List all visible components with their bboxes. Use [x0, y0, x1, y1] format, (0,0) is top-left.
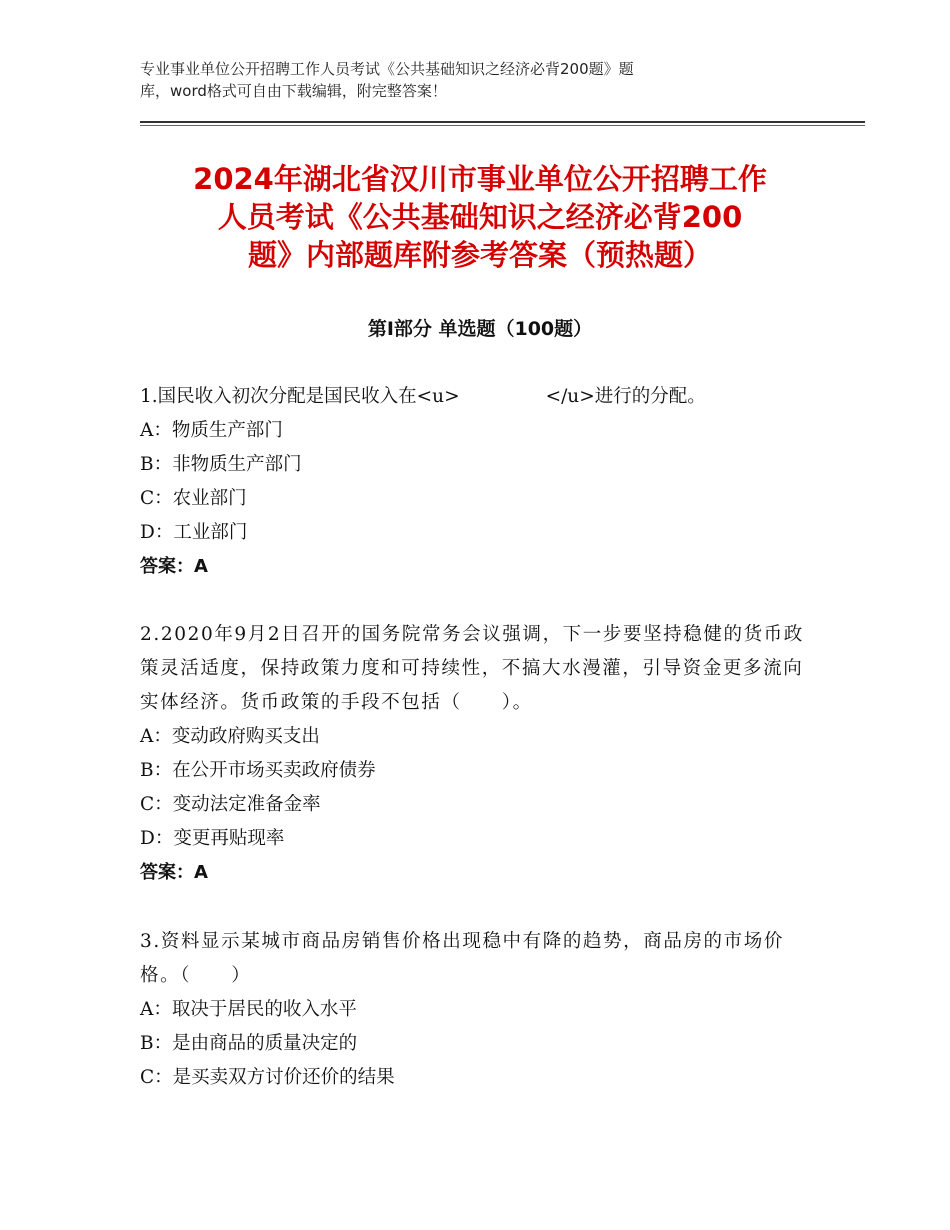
question-1 — [140, 380, 810, 584]
section-heading: 第Ⅰ部分 单选题（100题） — [367, 318, 593, 340]
question-stem — [140, 380, 810, 414]
option-a: A：取决于居民的收入水平 — [140, 999, 357, 1020]
option-b: B：在公开市场买卖政府债券 — [140, 760, 376, 781]
document-title — [140, 160, 820, 274]
question-stem-part: </u>进行的分配。 — [545, 386, 706, 407]
question-stem-part: 1.国民收入初次分配是国民收入在<u> — [140, 386, 460, 407]
title-line-3: 题》内部题库附参考答案（预热题） — [247, 238, 712, 272]
option-b: B：是由商品的质量决定的 — [140, 1033, 358, 1054]
title-line-2: 人员考试《公共基础知识之经济必背200 — [217, 200, 743, 234]
option-b: B：非物质生产部门 — [140, 454, 302, 475]
header-divider-thin — [140, 125, 865, 126]
title-line-1: 2024年湖北省汉川市事业单位公开招聘工作 — [193, 162, 767, 196]
option-a: A：变动政府购买支出 — [140, 726, 320, 747]
header-divider-thick — [140, 121, 865, 123]
option-d: D：工业部门 — [140, 522, 248, 543]
option-c: C：变动法定准备金率 — [140, 794, 321, 815]
question-stem: 2.2020年9月2日召开的国务院常务会议强调，下一步要坚持稳健的货币政策灵活适度，保持政策力度和可持续性，不搞大水漫灌，引导资金更多流向实体经济。货币政策的手段不包括（ ）。 — [140, 624, 804, 713]
option-a: A：物质生产部门 — [140, 420, 283, 441]
answer: 答案：A — [140, 556, 208, 577]
header-line-1: 专业事业单位公开招聘工作人员考试《公共基础知识之经济必背200题》题 — [140, 60, 634, 78]
question-2 — [140, 618, 810, 890]
answer: 答案：A — [140, 862, 208, 883]
option-c: C：是买卖双方讨价还价的结果 — [140, 1067, 395, 1088]
page-header — [140, 58, 780, 102]
header-line-2: 库，word格式可自由下载编辑，附完整答案！ — [140, 82, 447, 100]
question-stem: 3.资料显示某城市商品房销售价格出现稳中有降的趋势，商品房的市场价格。（ ） — [140, 931, 784, 986]
option-d: D：变更再贴现率 — [140, 828, 285, 849]
option-c: C：农业部门 — [140, 488, 247, 509]
question-3 — [140, 925, 810, 1095]
